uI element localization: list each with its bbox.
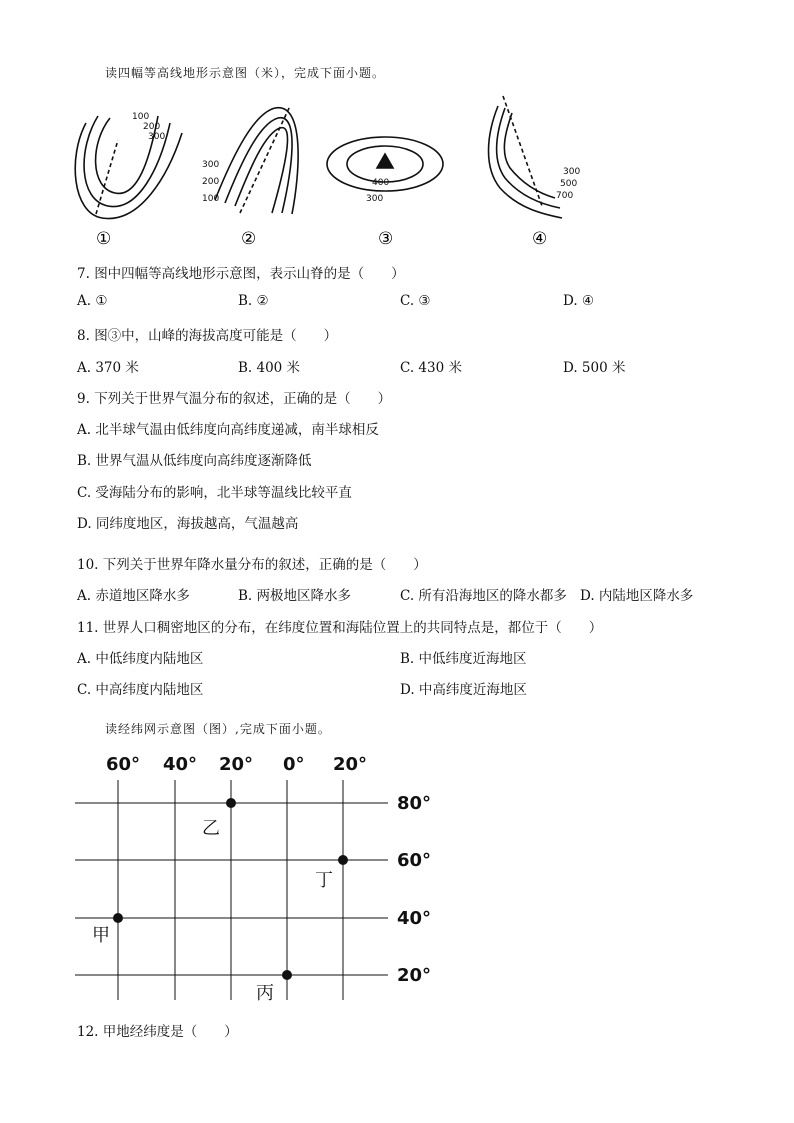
option-11b[interactable]: B. 中低纬度近海地区 — [400, 651, 527, 667]
contour-map-2 — [202, 106, 298, 214]
lon-label: 20° — [219, 754, 254, 775]
intro-contour: 读四幅等高线地形示意图（米），完成下面小题。 — [105, 66, 386, 80]
map-label-3: ③ — [378, 229, 394, 249]
option-7a[interactable]: A. ① — [77, 293, 108, 309]
option-11c[interactable]: C. 中高纬度内陆地区 — [77, 682, 204, 698]
point-label-bing: 丙 — [256, 983, 274, 1004]
lat-label: 80° — [397, 793, 432, 814]
contour-label: 500 — [560, 179, 578, 189]
option-7c[interactable]: C. ③ — [400, 293, 431, 309]
contour-label: 300 — [202, 160, 220, 170]
contour-maps-figure — [60, 88, 620, 253]
option-8c[interactable]: C. 430 米 — [400, 360, 462, 376]
point-bing — [282, 970, 292, 980]
contour-map-3 — [327, 137, 443, 204]
lon-label: 40° — [163, 754, 198, 775]
point-ding — [338, 855, 348, 865]
option-10b[interactable]: B. 两极地区降水多 — [238, 588, 352, 604]
point-jia — [113, 913, 123, 923]
option-7d[interactable]: D. ④ — [563, 293, 595, 309]
point-label-jia: 甲 — [92, 925, 110, 946]
contour-label: 400 — [372, 178, 390, 188]
map-label-1: ① — [96, 229, 112, 249]
point-yi — [226, 798, 236, 808]
option-11a[interactable]: A. 中低纬度内陆地区 — [77, 651, 204, 667]
lon-label: 0° — [283, 754, 305, 775]
option-9a[interactable]: A. 北半球气温由低纬度向高纬度递减，南半球相反 — [77, 422, 379, 438]
option-10c[interactable]: C. 所有沿海地区的降水都多 — [400, 588, 567, 604]
option-11d[interactable]: D. 中高纬度近海地区 — [400, 682, 527, 698]
map-label-2: ② — [241, 229, 257, 249]
option-8a[interactable]: A. 370 米 — [77, 360, 139, 376]
question-9: 9. 下列关于世界气温分布的叙述，正确的是（ ） — [77, 391, 392, 407]
option-8b[interactable]: B. 400 米 — [238, 360, 301, 376]
point-label-yi: 乙 — [202, 818, 220, 839]
contour-map-1 — [75, 112, 182, 219]
contour-label: 300 — [563, 167, 581, 177]
contour-label: 300 — [148, 132, 166, 142]
option-9b[interactable]: B. 世界气温从低纬度向高纬度逐渐降低 — [77, 453, 312, 469]
latlon-grid-figure — [70, 745, 450, 1010]
lon-label: 20° — [333, 754, 368, 775]
option-10a[interactable]: A. 赤道地区降水多 — [77, 588, 190, 604]
contour-label: 300 — [366, 194, 384, 204]
lon-label: 60° — [106, 754, 141, 775]
lat-label: 20° — [397, 965, 432, 986]
option-9d[interactable]: D. 同纬度地区，海拔越高，气温越高 — [77, 516, 299, 532]
peak-triangle-icon — [377, 154, 393, 168]
contour-label: 100 — [132, 112, 150, 122]
option-10d[interactable]: D. 内陆地区降水多 — [580, 588, 694, 604]
map-label-4: ④ — [532, 229, 548, 249]
intro-grid: 读经纬网示意图（图）,完成下面小题。 — [105, 722, 331, 736]
question-11: 11. 世界人口稠密地区的分布，在纬度位置和海陆位置上的共同特点是，都位于（ ） — [77, 620, 603, 636]
lat-label: 40° — [397, 908, 432, 929]
contour-label: 200 — [143, 122, 161, 132]
contour-label: 200 — [202, 177, 220, 187]
grid-lines — [75, 780, 388, 1000]
question-7: 7. 图中四幅等高线地形示意图，表示山脊的是（ ） — [77, 266, 405, 282]
question-12: 12. 甲地经纬度是（ ） — [77, 1024, 238, 1040]
option-8d[interactable]: D. 500 米 — [563, 360, 626, 376]
contour-label: 700 — [556, 191, 574, 201]
option-7b[interactable]: B. ② — [238, 293, 269, 309]
option-9c[interactable]: C. 受海陆分布的影响，北半球等温线比较平直 — [77, 485, 352, 501]
point-label-ding: 丁 — [315, 870, 333, 891]
question-8: 8. 图③中，山峰的海拔高度可能是（ ） — [77, 328, 338, 344]
contour-label: 100 — [202, 194, 220, 204]
question-10: 10. 下列关于世界年降水量分布的叙述，正确的是（ ） — [77, 557, 427, 573]
contour-map-4 — [489, 96, 581, 218]
lat-label: 60° — [397, 850, 432, 871]
